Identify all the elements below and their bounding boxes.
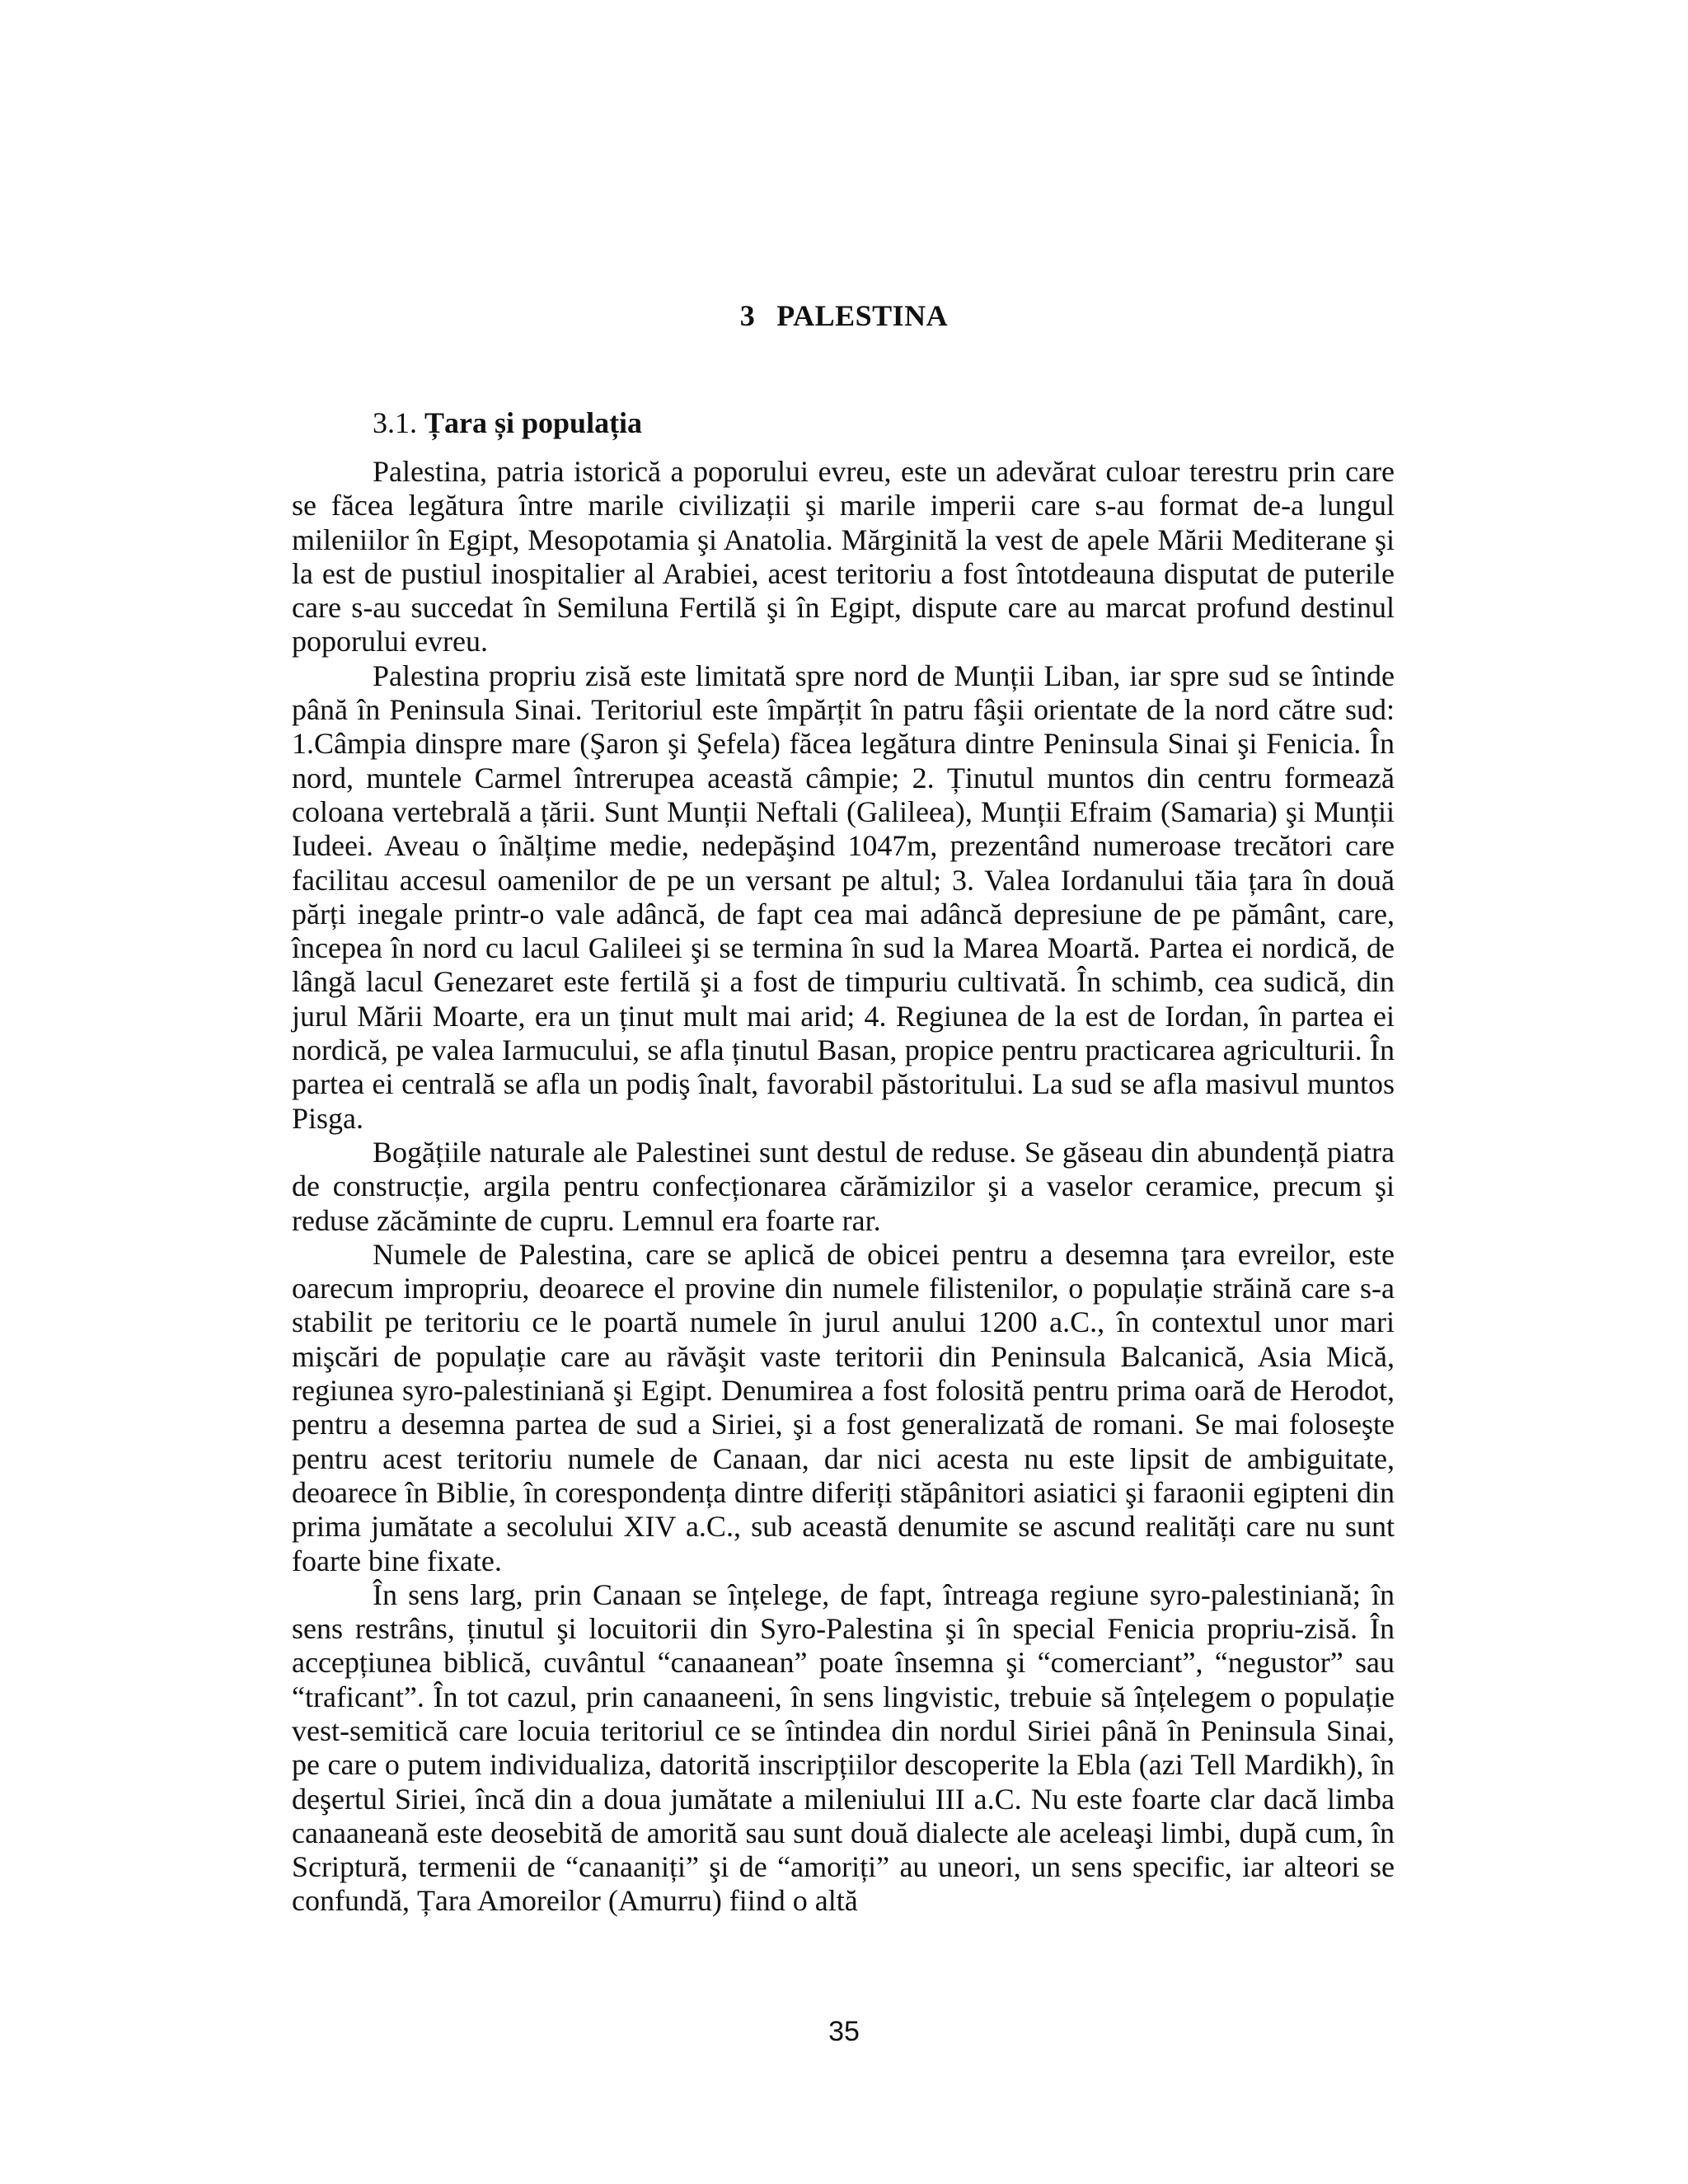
paragraph: Palestina, patria istorică a poporului evreu, este un adevărat culoar terestru prin care se făcea legătura între marile civilizații şi marile imperii care s-au format de-a lungul mileniilor în Egipt, Mesopotamia şi Anatolia. Mărginită la vest de apele Mării Mediterane şi la est de pustiul inospitalier al Arabiei, acest teritoriu a fost întotdeauna disputat de puterile care s-au succedat în Semiluna Fertilă şi în Egipt, dispute care au marcat profund destinul poporului evreu. (292, 455, 1395, 658)
section-heading (373, 405, 642, 440)
paragraph: În sens larg, prin Canaan se înțelege, de fapt, întreaga regiune syro-palestiniană; în sens restrâns, ținutul şi locuitorii din Syro-Palestina şi în special Fenicia propriu-zisă. În accepțiunea biblică, cuvântul “canaanean” poate însemna şi “comerciant”, “negustor” sau “traficant”. În tot cazul, prin canaaneeni, în sens lingvistic, trebuie să înțelegem o populație vest-semitică care locuia teritoriul ce se întindea din nordul Siriei până în Peninsula Sinai, pe care o putem individualiza, datorită inscripțiilor descoperite la Ebla (azi Tell Mardikh), în deşertul Siriei, încă din a doua jumătate a mileniului III a.C. Nu este foarte clar dacă limba canaaneană este deosebită de amorită sau sunt două dialecte ale aceleaşi limbi, după cum, în Scriptură, termenii de “canaaniți” şi de “amoriți” au uneori, un sens specific, iar alteori se confundă, Țara Amoreilor (Amurru) fiind o altă (292, 1577, 1395, 1918)
chapter-title (0, 298, 1688, 333)
section-number: 3.1. (373, 406, 417, 439)
paragraph: Bogățiile naturale ale Palestinei sunt destul de reduse. Se găseau din abundență piatra de construcție, argila pentru confecționarea cărămizilor şi a vaselor ceramice, precum şi reduse zăcăminte de cupru. Lemnul era foarte rar. (292, 1135, 1395, 1237)
paragraph: Numele de Palestina, care se aplică de obicei pentru a desemna țara evreilor, este oarecum impropriu, deoarece el provine din numele filistenilor, o populație străină care s-a stabilit pe teritoriu ce le poartă numele în jurul anului 1200 a.C., în contextul unor mari mişcări de populație care au răvăşit vaste teritorii din Peninsula Balcanică, Asia Mică, regiunea syro-palestiniană şi Egipt. Denumirea a fost folosită pentru prima oară de Herodot, pentru a desemna partea de sud a Siriei, şi a fost generalizată de romani. Se mai foloseşte pentru acest teritoriu numele de Canaan, dar nici acesta nu este lipsit de ambiguitate, deoarece în Biblie, în corespondența dintre diferiți stăpânitori asiatici şi faraonii egipteni din prima jumătate a secolului XIV a.C., sub această denumite se ascund realități care nu sunt foarte bine fixate. (292, 1237, 1395, 1577)
paragraph: Palestina propriu zisă este limitată spre nord de Munții Liban, iar spre sud se întinde până în Peninsula Sinai. Teritoriul este împărțit în patru fâşii orientate de la nord către sud: 1.Câmpia dinspre mare (Şaron şi Şefela) făcea legătura dintre Peninsula Sinai şi Fenicia. În nord, muntele Carmel întrerupea această câmpie; 2. Ținutul muntos din centru formează coloana vertebrală a țării. Sunt Munții Neftali (Galileea), Munții Efraim (Samaria) şi Munții Iudeei. Aveau o înălțime medie, nedepăşind 1047m, prezentând numeroase trecători care facilitau accesul oamenilor de pe un versant pe altul; 3. Valea Iordanului tăia țara în două părți inegale printr-o vale adâncă, de fapt cea mai adâncă depresiune de pe pământ, care, începea în nord cu lacul Galileei şi se termina în sud la Marea Moartă. Partea ei nordică, de lângă lacul Genezaret este fertilă şi a fost de timpuriu cultivată. În schimb, cea sudică, din jurul Mării Moarte, era un ținut mult mai arid; 4. Regiunea de la est de Iordan, în partea ei nordică, pe valea Iarmucului, se afla ținutul Basan, propice pentru practicarea agriculturii. În partea ei centrală se afla un podiş înalt, favorabil păstoritului. La sud se afla masivul muntos Pisga. (292, 658, 1395, 1135)
chapter-title-text: PALESTINA (776, 299, 949, 332)
body-text (292, 455, 1395, 1919)
page-number: 35 (828, 2016, 860, 2047)
section-title: Țara și populația (424, 406, 643, 439)
chapter-number: 3 (739, 299, 756, 332)
